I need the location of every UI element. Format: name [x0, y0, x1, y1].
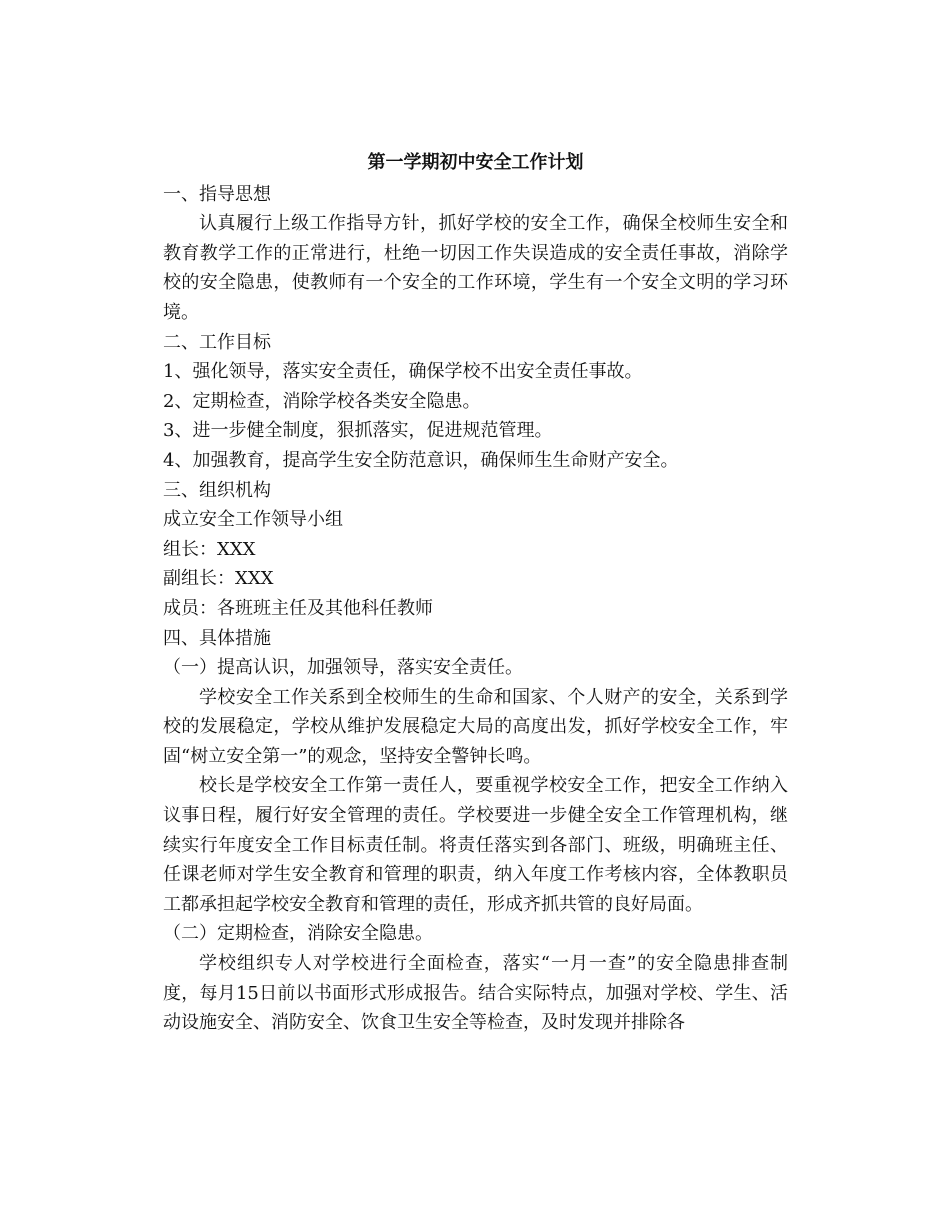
- organization-line: 成员：各班班主任及其他科任教师: [163, 597, 433, 619]
- subheading-measure-2: （二）定期检查，消除安全隐患。: [163, 923, 433, 945]
- section-heading-guiding-ideology: 一、指导思想: [163, 183, 271, 205]
- goal-item: 2、定期检查，消除学校各类安全隐患。: [163, 390, 481, 412]
- organization-line: 成立安全工作领导小组: [163, 509, 343, 531]
- section-heading-work-goals: 二、工作目标: [163, 331, 271, 353]
- paragraph-guiding-ideology: 认真履行上级工作指导方针，抓好学校的安全工作，确保全校师生安全和教育教学工作的正常进行，杜绝一切因工作失误造成的安全责任事故，消除学校的安全隐患，使教师有一个安全的工作环境，学生有一个安全文明的学习环境。: [163, 213, 788, 323]
- goal-item: 3、进一步健全制度，狠抓落实，促进规范管理。: [163, 420, 553, 442]
- organization-line: 组长：XXX: [163, 538, 256, 560]
- paragraph-measure-2: 学校组织专人对学校进行全面检查，落实“一月一查”的安全隐患排查制度，每月15日前以书面形式形成报告。结合实际特点，加强对学校、学生、活动设施安全、消防安全、饮食卫生安全等检查，及时发现并排除各: [163, 953, 788, 1034]
- document-page: [163, 148, 788, 1038]
- section-heading-measures: 四、具体措施: [163, 627, 271, 649]
- paragraph-measure-1a: 学校安全工作关系到全校师生的生命和国家、个人财产的安全，关系到学校的发展稳定，学校从维护发展稳定大局的高度出发，抓好学校安全工作，牢固“树立安全第一”的观念，坚持安全警钟长鸣。: [163, 686, 788, 767]
- section-heading-organization: 三、组织机构: [163, 479, 271, 501]
- organization-line: 副组长：XXX: [163, 568, 274, 590]
- document-title: 第一学期初中安全工作计划: [367, 152, 584, 173]
- goal-item: 4、加强教育，提高学生安全防范意识，确保师生生命财产安全。: [163, 449, 679, 471]
- subheading-measure-1: （一）提高认识，加强领导，落实安全责任。: [163, 657, 523, 679]
- goal-item: 1、强化领导，落实安全责任，确保学校不出安全责任事故。: [163, 361, 643, 383]
- paragraph-measure-1b: 校长是学校安全工作第一责任人，要重视学校安全工作，把安全工作纳入议事日程，履行好安全管理的责任。学校要进一步健全安全工作管理机构，继续实行年度安全工作目标责任制。将责任落实到各部门、班级，明确班主任、任课老师对学生安全教育和管理的职责，纳入年度工作考核内容，全体教职员工都承担起学校安全教育和管理的责任，形成齐抓共管的良好局面。: [163, 775, 788, 915]
